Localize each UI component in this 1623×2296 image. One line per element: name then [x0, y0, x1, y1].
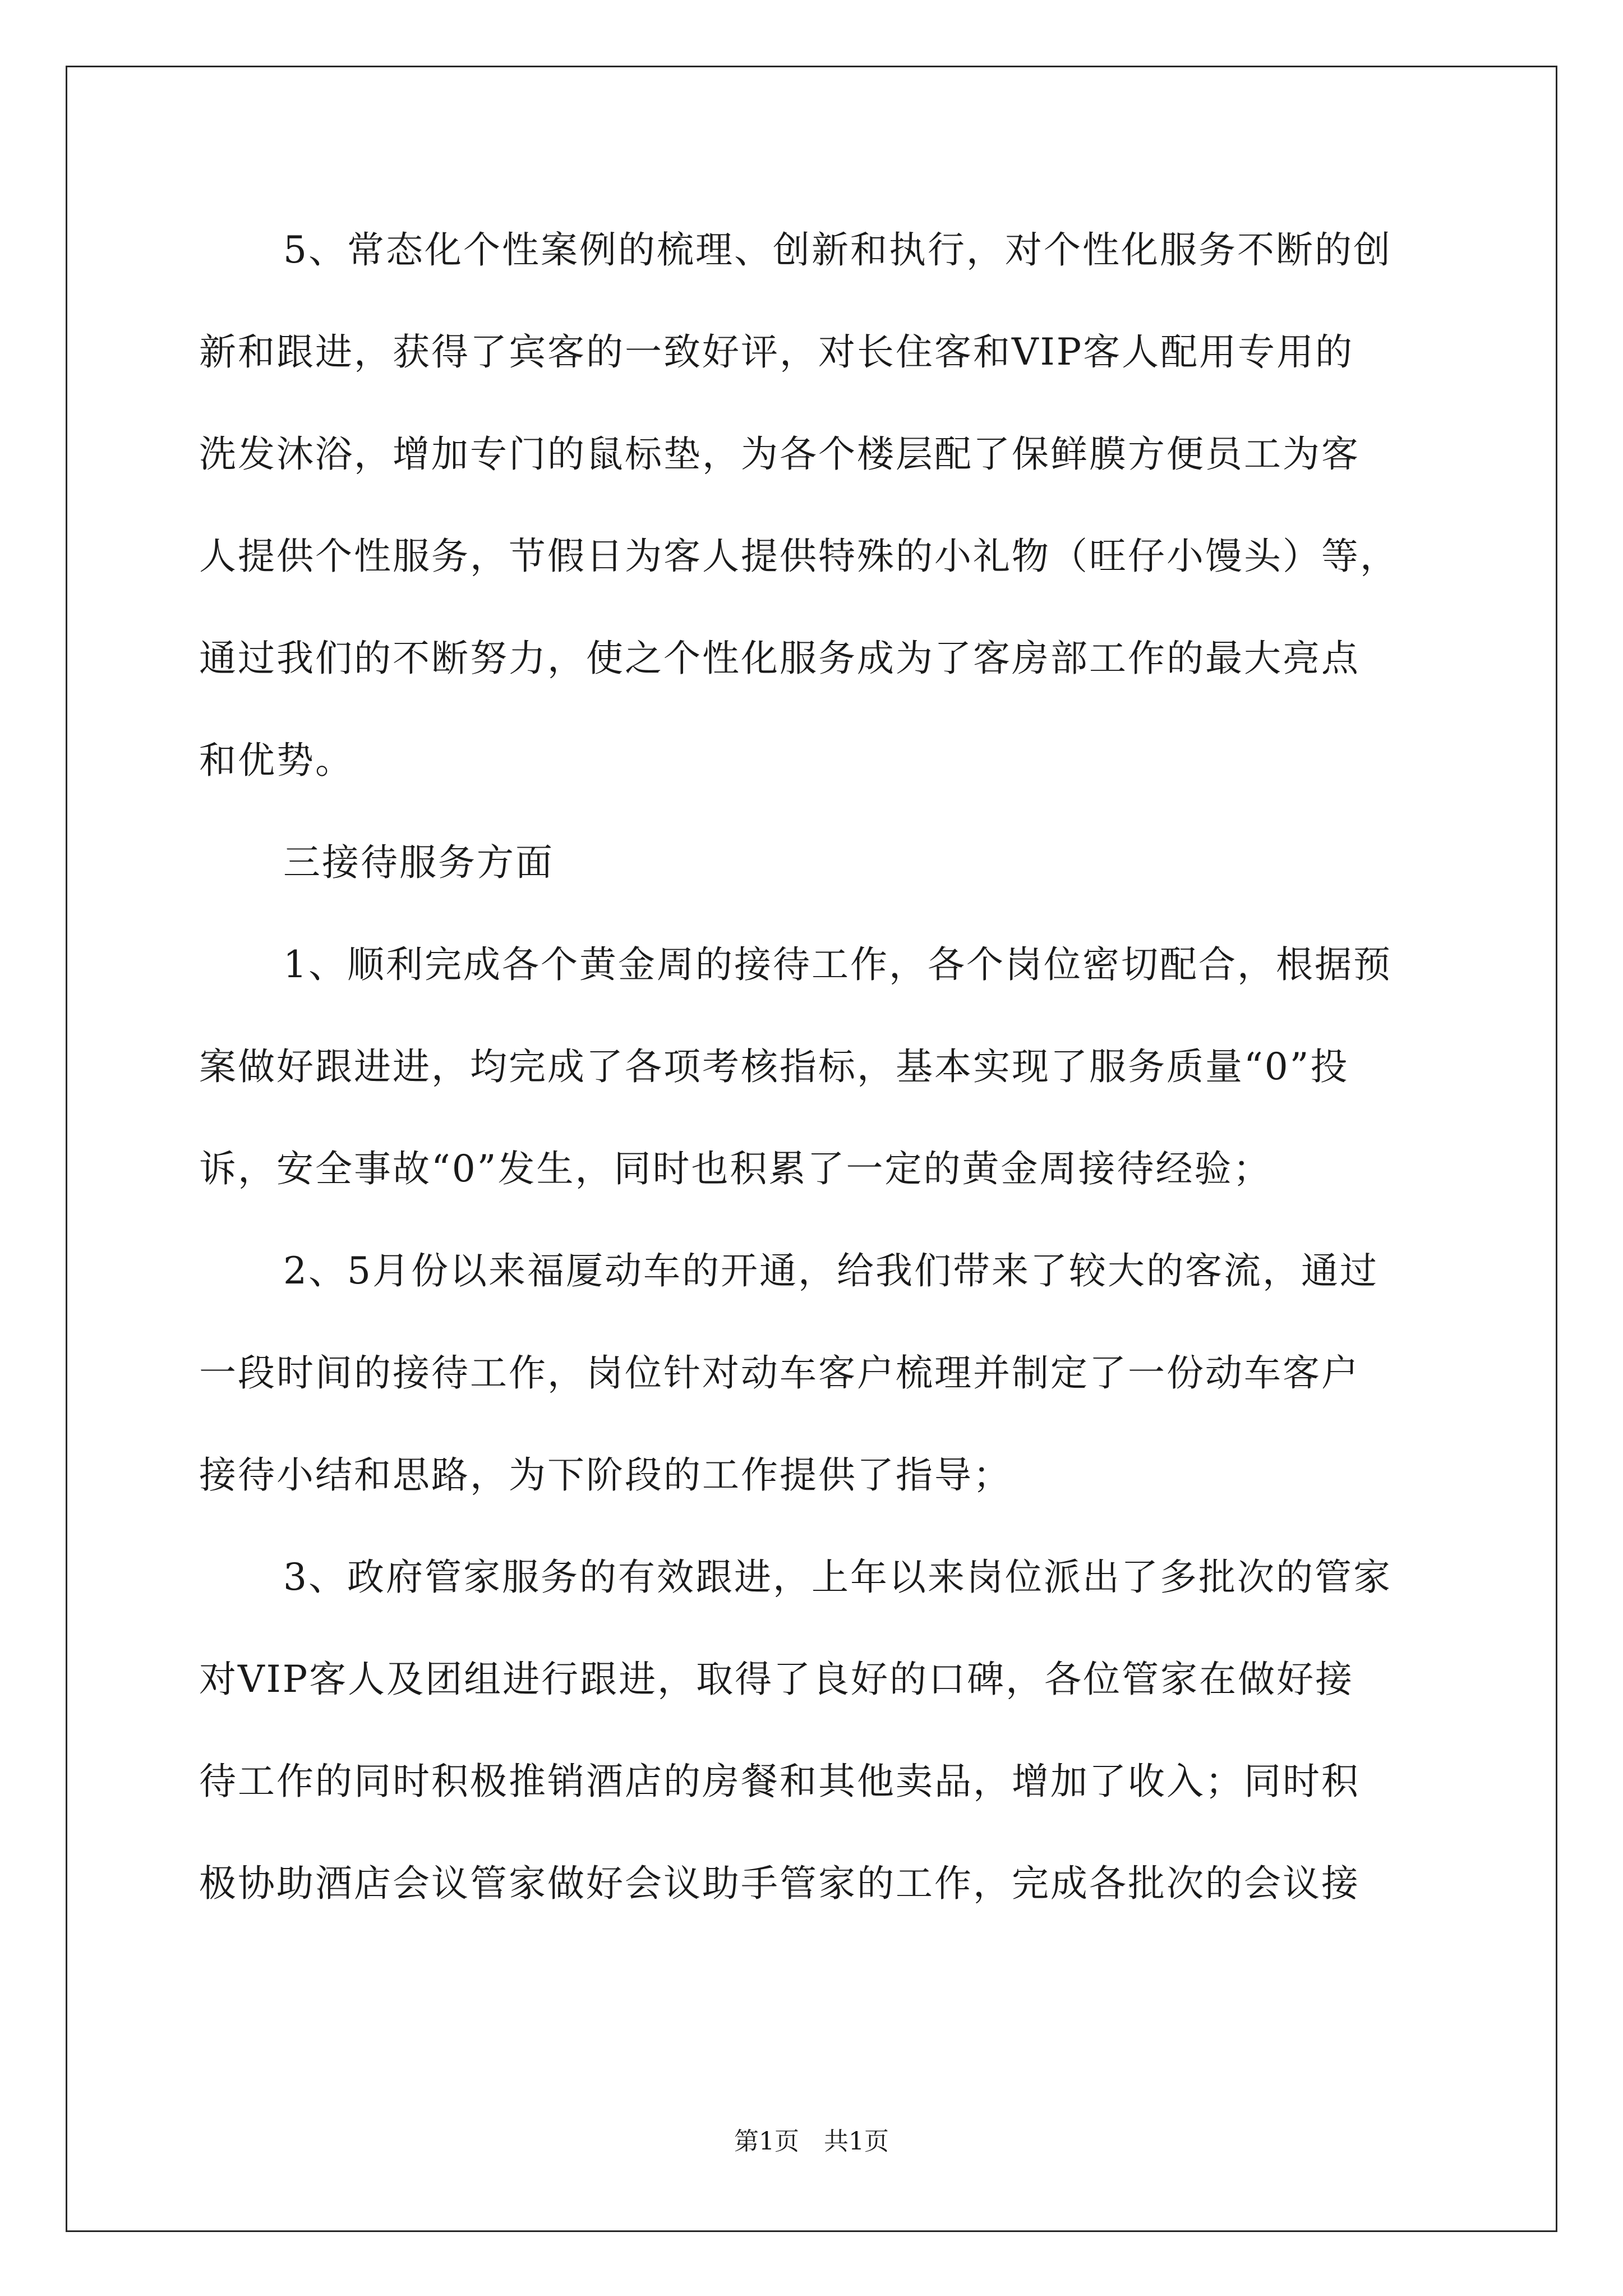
text-line: 诉，安全事故“0”发生，同时也积累了一定的黄金周接待经验； — [199, 1147, 1272, 1190]
page-footer — [0, 2125, 1623, 2159]
page-number: 第1页 共1页 — [734, 2127, 889, 2156]
paragraph-personalized-service — [199, 199, 1433, 812]
text-line: 3、政府管家服务的有效跟进，上年以来岗位派出了多批次的管家 — [283, 1556, 1392, 1599]
text-line: 接待小结和思路，为下阶段的工作提供了指导； — [199, 1453, 1012, 1497]
text-line: 和优势。 — [199, 739, 354, 782]
paragraph-bullet-train — [199, 1220, 1433, 1526]
text-line: 5、常态化个性案例的梳理、创新和执行，对个性化服务不断的创 — [283, 228, 1392, 272]
text-line: 通过我们的不断努力，使之个性化服务成为了客房部工作的最大亮点 — [199, 637, 1360, 680]
text-line: 对VIP客人及团组进行跟进，取得了良好的口碑，各位管家在做好接 — [199, 1658, 1354, 1701]
text-line: 极协助酒店会议管家做好会议助手管家的工作，完成各批次的会议接 — [199, 1862, 1360, 1905]
text-line: 人提供个性服务，节假日为客人提供特殊的小礼物（旺仔小馒头）等， — [199, 535, 1399, 578]
text-line: 新和跟进，获得了宾客的一致好评，对长住客和VIP客人配用专用的 — [199, 330, 1354, 374]
text-line: 2、5月份以来福厦动车的开通，给我们带来了较大的客流，通过 — [283, 1249, 1378, 1292]
text-line: 洗发沐浴，增加专门的鼠标垫，为各个楼层配了保鲜膜方便员工为客 — [199, 432, 1360, 476]
text-line: 案做好跟进进，均完成了各项考核指标，基本实现了服务质量“0”投 — [199, 1045, 1349, 1088]
text-line: 一段时间的接待工作，岗位针对动车客户梳理并制定了一份动车客户 — [199, 1351, 1360, 1395]
document-body — [199, 199, 1433, 1935]
section-heading: 三接待服务方面 — [283, 841, 554, 884]
text-line: 待工作的同时积极推销酒店的房餐和其他卖品，增加了收入；同时积 — [199, 1760, 1360, 1803]
paragraph-golden-week — [199, 914, 1433, 1220]
text-line: 1、顺利完成各个黄金周的接待工作，各个岗位密切配合，根据预 — [283, 943, 1392, 986]
paragraph-butler-service — [199, 1526, 1433, 1935]
section-heading-reception — [199, 812, 1433, 914]
